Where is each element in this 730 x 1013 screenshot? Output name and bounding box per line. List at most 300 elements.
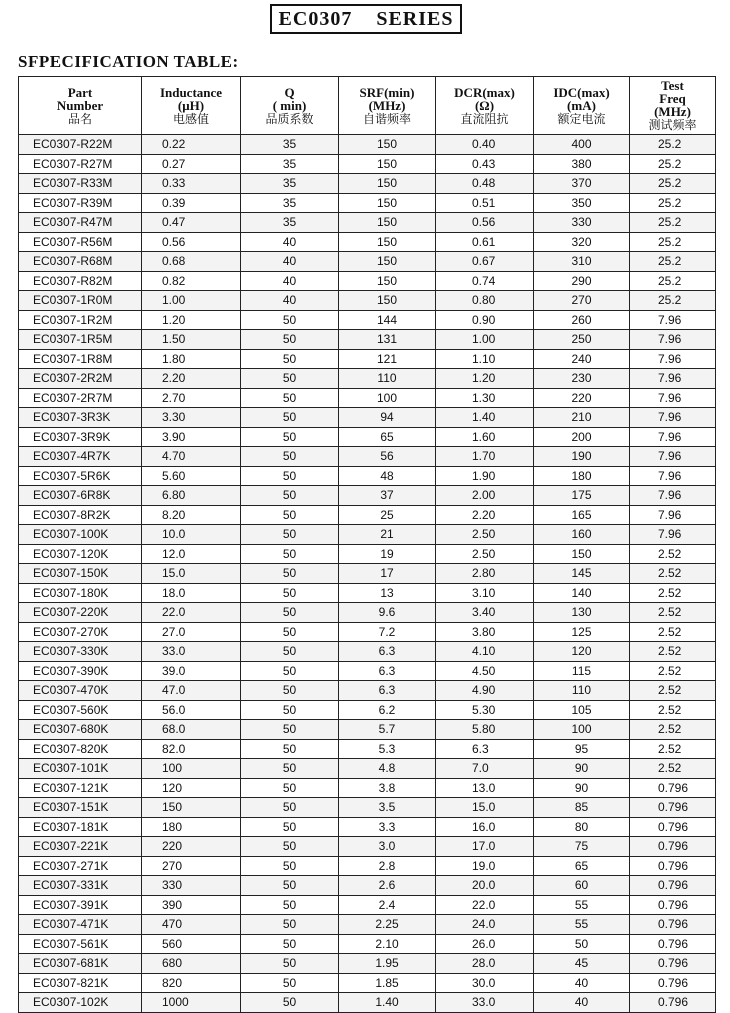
test-freq-cell: 7.96 — [630, 466, 716, 486]
part-number-cell: EC0307-150K — [19, 564, 142, 584]
table-row — [19, 252, 716, 272]
specification-table — [18, 76, 716, 1013]
table-row — [19, 583, 716, 603]
idc-cell: 130 — [534, 603, 630, 623]
header-label: Test — [661, 78, 684, 93]
inductance-cell: 270 — [142, 856, 241, 876]
q-cell: 35 — [241, 174, 339, 194]
test-freq-cell: 25.2 — [630, 154, 716, 174]
idc-cell: 55 — [534, 915, 630, 935]
test-freq-cell: 2.52 — [630, 642, 716, 662]
part-number-cell: EC0307-271K — [19, 856, 142, 876]
inductance-cell: 150 — [142, 798, 241, 818]
header-label: Part — [67, 84, 93, 100]
q-cell: 50 — [241, 915, 339, 935]
header-label-cn: 测试频率 — [648, 118, 697, 132]
inductance-cell: 39.0 — [142, 661, 241, 681]
table-row — [19, 798, 716, 818]
part-number-cell: EC0307-180K — [19, 583, 142, 603]
test-freq-cell: 25.2 — [630, 174, 716, 194]
table-row — [19, 564, 716, 584]
idc-cell: 80 — [534, 817, 630, 837]
idc-cell: 40 — [534, 973, 630, 993]
header-label: (MHz) — [654, 104, 691, 119]
q-cell: 35 — [241, 154, 339, 174]
dcr-cell: 3.80 — [436, 622, 534, 642]
table-row — [19, 739, 716, 759]
dcr-cell: 28.0 — [436, 954, 534, 974]
part-number-cell: EC0307-120K — [19, 544, 142, 564]
q-cell: 50 — [241, 564, 339, 584]
inductance-cell: 12.0 — [142, 544, 241, 564]
test-freq-cell: 0.796 — [630, 778, 716, 798]
q-cell: 50 — [241, 798, 339, 818]
idc-cell: 55 — [534, 895, 630, 915]
part-number-cell: EC0307-820K — [19, 739, 142, 759]
srf-cell: 150 — [339, 271, 436, 291]
part-number-cell: EC0307-1R2M — [19, 310, 142, 330]
test-freq-cell: 25.2 — [630, 271, 716, 291]
dcr-cell: 0.56 — [436, 213, 534, 233]
part-number-cell: EC0307-R27M — [19, 154, 142, 174]
table-row — [19, 291, 716, 311]
srf-cell: 131 — [339, 330, 436, 350]
q-cell: 50 — [241, 369, 339, 389]
inductance-cell: 0.33 — [142, 174, 241, 194]
part-number-cell: EC0307-R22M — [19, 135, 142, 155]
dcr-cell: 1.10 — [436, 349, 534, 369]
header-label: SRF(min) — [359, 84, 415, 100]
idc-cell: 90 — [534, 759, 630, 779]
dcr-cell: 4.10 — [436, 642, 534, 662]
q-cell: 50 — [241, 720, 339, 740]
test-freq-cell: 7.96 — [630, 369, 716, 389]
dcr-cell: 7.0 — [436, 759, 534, 779]
inductance-cell: 1.50 — [142, 330, 241, 350]
table-row — [19, 895, 716, 915]
part-number-cell: EC0307-R56M — [19, 232, 142, 252]
test-freq-cell: 25.2 — [630, 213, 716, 233]
part-number-cell: EC0307-821K — [19, 973, 142, 993]
srf-cell: 5.7 — [339, 720, 436, 740]
dcr-cell: 3.10 — [436, 583, 534, 603]
inductance-cell: 6.80 — [142, 486, 241, 506]
idc-cell: 350 — [534, 193, 630, 213]
part-number-cell: EC0307-102K — [19, 993, 142, 1013]
header-label: (mA) — [567, 97, 596, 113]
inductance-cell: 15.0 — [142, 564, 241, 584]
srf-cell: 48 — [339, 466, 436, 486]
srf-cell: 3.5 — [339, 798, 436, 818]
dcr-cell: 17.0 — [436, 837, 534, 857]
inductance-cell: 33.0 — [142, 642, 241, 662]
test-freq-cell: 7.96 — [630, 388, 716, 408]
part-number-cell: EC0307-471K — [19, 915, 142, 935]
table-row — [19, 525, 716, 545]
q-cell: 50 — [241, 837, 339, 857]
table-row — [19, 369, 716, 389]
dcr-cell: 4.50 — [436, 661, 534, 681]
idc-cell: 175 — [534, 486, 630, 506]
inductance-cell: 8.20 — [142, 505, 241, 525]
dcr-cell: 0.40 — [436, 135, 534, 155]
table-row — [19, 213, 716, 233]
q-cell: 50 — [241, 895, 339, 915]
q-cell: 35 — [241, 213, 339, 233]
inductance-cell: 22.0 — [142, 603, 241, 623]
dcr-cell: 0.80 — [436, 291, 534, 311]
inductance-cell: 1.80 — [142, 349, 241, 369]
table-row — [19, 310, 716, 330]
table-row — [19, 232, 716, 252]
table-header-row — [19, 77, 716, 135]
srf-cell: 150 — [339, 291, 436, 311]
srf-cell: 1.85 — [339, 973, 436, 993]
inductance-cell: 2.70 — [142, 388, 241, 408]
test-freq-cell: 25.2 — [630, 252, 716, 272]
idc-cell: 150 — [534, 544, 630, 564]
q-cell: 50 — [241, 759, 339, 779]
table-row — [19, 466, 716, 486]
table-row — [19, 934, 716, 954]
part-number-cell: EC0307-151K — [19, 798, 142, 818]
q-cell: 50 — [241, 934, 339, 954]
test-freq-cell: 0.796 — [630, 798, 716, 818]
srf-cell: 21 — [339, 525, 436, 545]
srf-cell: 25 — [339, 505, 436, 525]
test-freq-cell: 2.52 — [630, 661, 716, 681]
inductance-cell: 0.27 — [142, 154, 241, 174]
idc-cell: 210 — [534, 408, 630, 428]
inductance-cell: 0.56 — [142, 232, 241, 252]
test-freq-cell: 7.96 — [630, 525, 716, 545]
header-q — [241, 77, 339, 135]
inductance-cell: 0.82 — [142, 271, 241, 291]
part-number-cell: EC0307-4R7K — [19, 447, 142, 467]
srf-cell: 2.8 — [339, 856, 436, 876]
table-row — [19, 700, 716, 720]
idc-cell: 380 — [534, 154, 630, 174]
q-cell: 50 — [241, 700, 339, 720]
srf-cell: 3.8 — [339, 778, 436, 798]
test-freq-cell: 7.96 — [630, 447, 716, 467]
q-cell: 35 — [241, 193, 339, 213]
header-label: DCR(max) — [454, 84, 515, 100]
idc-cell: 370 — [534, 174, 630, 194]
test-freq-cell: 7.96 — [630, 330, 716, 350]
part-number-cell: EC0307-330K — [19, 642, 142, 662]
table-row — [19, 603, 716, 623]
idc-cell: 230 — [534, 369, 630, 389]
dcr-cell: 5.80 — [436, 720, 534, 740]
srf-cell: 7.2 — [339, 622, 436, 642]
srf-cell: 150 — [339, 232, 436, 252]
idc-cell: 330 — [534, 213, 630, 233]
header-label-cn: 品名 — [67, 111, 92, 126]
table-row — [19, 993, 716, 1013]
table-row — [19, 817, 716, 837]
table-row — [19, 642, 716, 662]
part-number-cell: EC0307-681K — [19, 954, 142, 974]
srf-cell: 3.0 — [339, 837, 436, 857]
q-cell: 50 — [241, 856, 339, 876]
test-freq-cell: 25.2 — [630, 291, 716, 311]
inductance-cell: 1.00 — [142, 291, 241, 311]
part-number-cell: EC0307-3R9K — [19, 427, 142, 447]
header-label-cn: 额定电流 — [557, 111, 606, 126]
idc-cell: 120 — [534, 642, 630, 662]
inductance-cell: 47.0 — [142, 681, 241, 701]
srf-cell: 1.95 — [339, 954, 436, 974]
srf-cell: 6.3 — [339, 681, 436, 701]
part-number-cell: EC0307-331K — [19, 876, 142, 896]
test-freq-cell: 2.52 — [630, 700, 716, 720]
dcr-cell: 1.40 — [436, 408, 534, 428]
idc-cell: 100 — [534, 720, 630, 740]
q-cell: 50 — [241, 778, 339, 798]
q-cell: 50 — [241, 817, 339, 837]
inductance-cell: 120 — [142, 778, 241, 798]
test-freq-cell: 2.52 — [630, 720, 716, 740]
inductance-cell: 100 — [142, 759, 241, 779]
table-row — [19, 135, 716, 155]
test-freq-cell: 0.796 — [630, 817, 716, 837]
table-row — [19, 778, 716, 798]
inductance-cell: 0.68 — [142, 252, 241, 272]
srf-cell: 37 — [339, 486, 436, 506]
idc-cell: 45 — [534, 954, 630, 974]
dcr-cell: 6.3 — [436, 739, 534, 759]
srf-cell: 150 — [339, 174, 436, 194]
dcr-cell: 3.40 — [436, 603, 534, 623]
srf-cell: 150 — [339, 252, 436, 272]
q-cell: 50 — [241, 681, 339, 701]
srf-cell: 65 — [339, 427, 436, 447]
dcr-cell: 1.90 — [436, 466, 534, 486]
idc-cell: 145 — [534, 564, 630, 584]
idc-cell: 200 — [534, 427, 630, 447]
dcr-cell: 15.0 — [436, 798, 534, 818]
table-row — [19, 174, 716, 194]
test-freq-cell: 25.2 — [630, 232, 716, 252]
part-number-cell: EC0307-391K — [19, 895, 142, 915]
inductance-cell: 390 — [142, 895, 241, 915]
part-number-cell: EC0307-220K — [19, 603, 142, 623]
table-row — [19, 505, 716, 525]
q-cell: 50 — [241, 408, 339, 428]
test-freq-cell: 2.52 — [630, 583, 716, 603]
idc-cell: 270 — [534, 291, 630, 311]
header-label: IDC(max) — [553, 84, 610, 100]
dcr-cell: 0.48 — [436, 174, 534, 194]
srf-cell: 56 — [339, 447, 436, 467]
test-freq-cell: 2.52 — [630, 622, 716, 642]
idc-cell: 180 — [534, 466, 630, 486]
test-freq-cell: 7.96 — [630, 486, 716, 506]
srf-cell: 2.4 — [339, 895, 436, 915]
test-freq-cell: 0.796 — [630, 934, 716, 954]
test-freq-cell: 0.796 — [630, 837, 716, 857]
part-number-cell: EC0307-390K — [19, 661, 142, 681]
q-cell: 50 — [241, 973, 339, 993]
part-number-cell: EC0307-R33M — [19, 174, 142, 194]
part-number-cell: EC0307-3R3K — [19, 408, 142, 428]
header-label-cn: 自谐频率 — [362, 111, 411, 126]
srf-cell: 5.3 — [339, 739, 436, 759]
idc-cell: 320 — [534, 232, 630, 252]
dcr-cell: 0.43 — [436, 154, 534, 174]
q-cell: 50 — [241, 622, 339, 642]
test-freq-cell: 2.52 — [630, 759, 716, 779]
header-srf — [339, 77, 436, 135]
idc-cell: 50 — [534, 934, 630, 954]
dcr-cell: 26.0 — [436, 934, 534, 954]
q-cell: 50 — [241, 466, 339, 486]
test-freq-cell: 2.52 — [630, 739, 716, 759]
q-cell: 35 — [241, 135, 339, 155]
test-freq-cell: 0.796 — [630, 973, 716, 993]
header-label-cn: 品质系数 — [265, 111, 314, 126]
q-cell: 50 — [241, 603, 339, 623]
srf-cell: 150 — [339, 213, 436, 233]
test-freq-cell: 7.96 — [630, 349, 716, 369]
test-freq-cell: 25.2 — [630, 135, 716, 155]
inductance-cell: 68.0 — [142, 720, 241, 740]
test-freq-cell: 2.52 — [630, 603, 716, 623]
header-label-cn: 直流阻抗 — [460, 111, 509, 126]
q-cell: 40 — [241, 271, 339, 291]
q-cell: 50 — [241, 388, 339, 408]
dcr-cell: 2.20 — [436, 505, 534, 525]
q-cell: 50 — [241, 739, 339, 759]
inductance-cell: 470 — [142, 915, 241, 935]
header-label: Number — [56, 97, 104, 113]
header-idc — [534, 77, 630, 135]
dcr-cell: 0.51 — [436, 193, 534, 213]
srf-cell: 17 — [339, 564, 436, 584]
inductance-cell: 56.0 — [142, 700, 241, 720]
srf-cell: 150 — [339, 154, 436, 174]
srf-cell: 6.3 — [339, 661, 436, 681]
header-label: (MHz) — [368, 97, 406, 113]
table-row — [19, 271, 716, 291]
idc-cell: 105 — [534, 700, 630, 720]
dcr-cell: 33.0 — [436, 993, 534, 1013]
header-label: Inductance — [159, 84, 223, 100]
part-number-cell: EC0307-470K — [19, 681, 142, 701]
dcr-cell: 20.0 — [436, 876, 534, 896]
test-freq-cell: 25.2 — [630, 193, 716, 213]
srf-cell: 4.8 — [339, 759, 436, 779]
table-row — [19, 193, 716, 213]
srf-cell: 2.6 — [339, 876, 436, 896]
table-row — [19, 388, 716, 408]
idc-cell: 310 — [534, 252, 630, 272]
inductance-cell: 18.0 — [142, 583, 241, 603]
q-cell: 50 — [241, 954, 339, 974]
table-row — [19, 330, 716, 350]
header-label: ( min) — [272, 97, 307, 113]
idc-cell: 90 — [534, 778, 630, 798]
srf-cell: 6.3 — [339, 642, 436, 662]
dcr-cell: 2.50 — [436, 544, 534, 564]
dcr-cell: 1.00 — [436, 330, 534, 350]
inductance-cell: 0.39 — [142, 193, 241, 213]
q-cell: 40 — [241, 232, 339, 252]
q-cell: 50 — [241, 310, 339, 330]
test-freq-cell: 0.796 — [630, 993, 716, 1013]
q-cell: 50 — [241, 525, 339, 545]
part-number-cell: EC0307-680K — [19, 720, 142, 740]
part-number-cell: EC0307-181K — [19, 817, 142, 837]
header-label: (μH) — [177, 97, 205, 113]
test-freq-cell: 0.796 — [630, 895, 716, 915]
table-row — [19, 408, 716, 428]
table-row — [19, 622, 716, 642]
q-cell: 50 — [241, 993, 339, 1013]
inductance-cell: 330 — [142, 876, 241, 896]
header-test-freq — [630, 77, 716, 135]
srf-cell: 9.6 — [339, 603, 436, 623]
q-cell: 40 — [241, 291, 339, 311]
dcr-cell: 0.61 — [436, 232, 534, 252]
idc-cell: 220 — [534, 388, 630, 408]
table-row — [19, 915, 716, 935]
idc-cell: 115 — [534, 661, 630, 681]
inductance-cell: 3.90 — [142, 427, 241, 447]
srf-cell: 6.2 — [339, 700, 436, 720]
srf-cell: 150 — [339, 193, 436, 213]
dcr-cell: 30.0 — [436, 973, 534, 993]
dcr-cell: 1.20 — [436, 369, 534, 389]
header-label: Q — [284, 84, 295, 100]
dcr-cell: 0.90 — [436, 310, 534, 330]
srf-cell: 121 — [339, 349, 436, 369]
table-row — [19, 973, 716, 993]
idc-cell: 400 — [534, 135, 630, 155]
table-row — [19, 720, 716, 740]
dcr-cell: 1.70 — [436, 447, 534, 467]
table-row — [19, 876, 716, 896]
test-freq-cell: 7.96 — [630, 427, 716, 447]
table-row — [19, 486, 716, 506]
inductance-cell: 820 — [142, 973, 241, 993]
table-row — [19, 837, 716, 857]
q-cell: 50 — [241, 642, 339, 662]
inductance-cell: 680 — [142, 954, 241, 974]
inductance-cell: 5.60 — [142, 466, 241, 486]
srf-cell: 150 — [339, 135, 436, 155]
q-cell: 50 — [241, 486, 339, 506]
idc-cell: 250 — [534, 330, 630, 350]
dcr-cell: 19.0 — [436, 856, 534, 876]
part-number-cell: EC0307-121K — [19, 778, 142, 798]
dcr-cell: 16.0 — [436, 817, 534, 837]
inductance-cell: 82.0 — [142, 739, 241, 759]
table-row — [19, 661, 716, 681]
srf-cell: 13 — [339, 583, 436, 603]
header-label: Freq — [659, 91, 686, 106]
header-part-number — [19, 77, 142, 135]
dcr-cell: 5.30 — [436, 700, 534, 720]
test-freq-cell: 7.96 — [630, 310, 716, 330]
idc-cell: 190 — [534, 447, 630, 467]
table-row — [19, 154, 716, 174]
idc-cell: 165 — [534, 505, 630, 525]
part-number-cell: EC0307-R68M — [19, 252, 142, 272]
q-cell: 50 — [241, 661, 339, 681]
idc-cell: 240 — [534, 349, 630, 369]
